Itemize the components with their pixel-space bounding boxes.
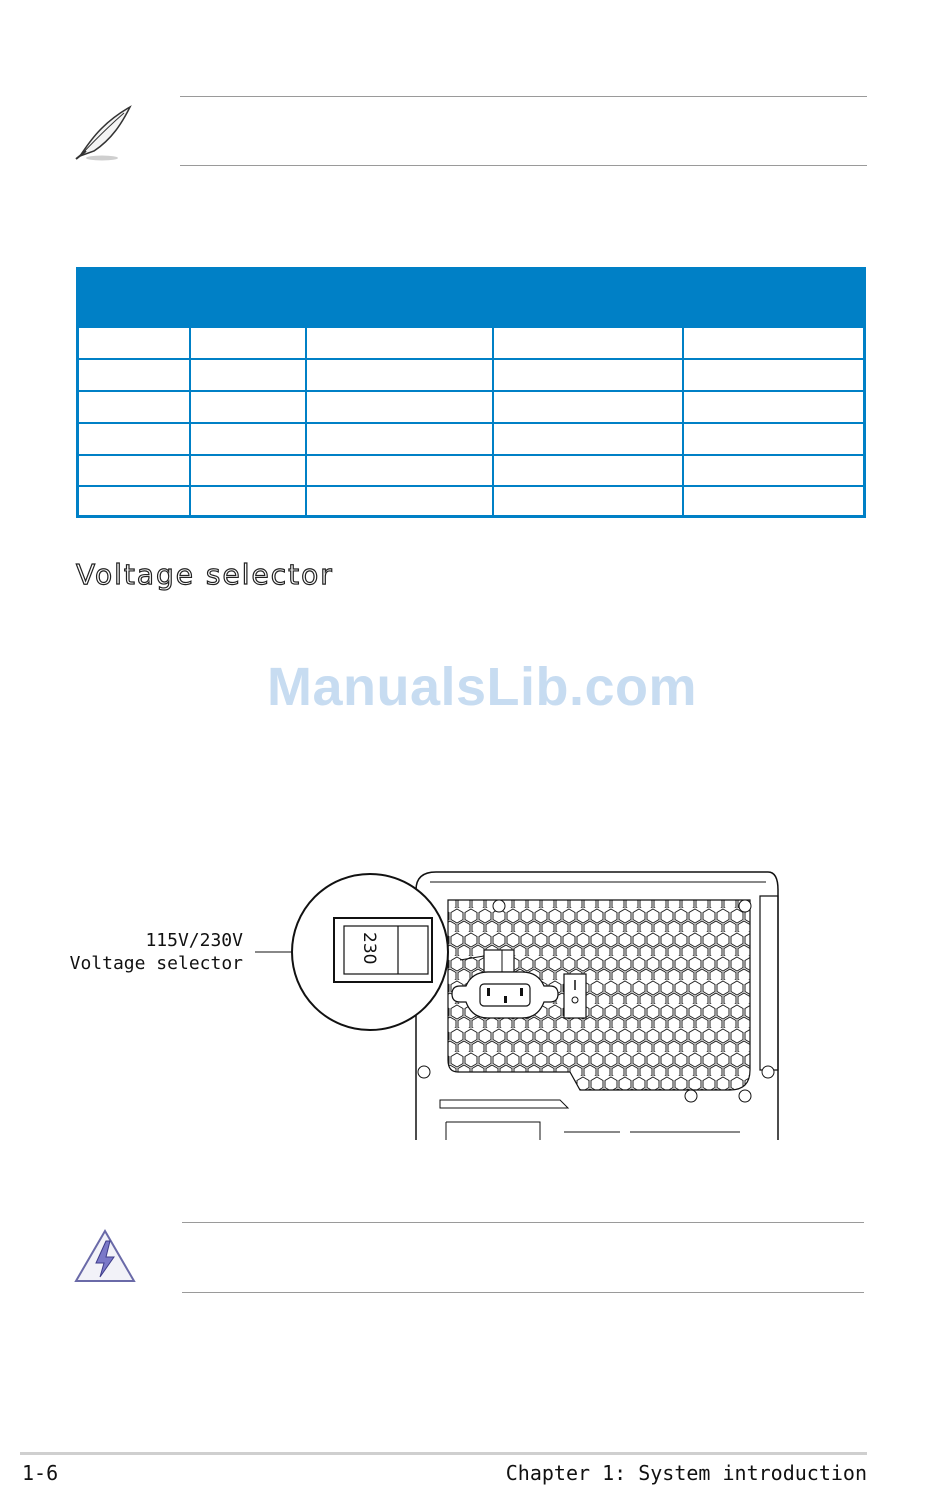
warning-lightning-icon	[72, 1227, 138, 1287]
table-row-divider	[79, 358, 863, 360]
note-bottom-rule	[180, 165, 867, 166]
warning-top-rule	[182, 1222, 864, 1223]
warning-bottom-rule	[182, 1292, 864, 1293]
table-header	[79, 270, 863, 328]
chapter-title: Chapter 1: System introduction	[505, 1461, 867, 1485]
note-feather-icon	[72, 101, 142, 163]
voltage-selector-callout	[70, 929, 243, 975]
table-row-divider	[79, 422, 863, 424]
table-row-divider	[79, 454, 863, 456]
power-supply-illustration	[240, 860, 800, 1145]
specification-table	[76, 267, 866, 518]
watermark: ManualsLib.com	[266, 657, 698, 717]
footer-rule	[20, 1452, 867, 1455]
callout-line-2: Voltage selector	[69, 953, 243, 974]
table-row-divider	[79, 485, 863, 487]
note-top-rule	[180, 96, 867, 97]
callout-line-1: 115V/230V	[145, 930, 243, 951]
table-column-divider	[305, 328, 307, 515]
table-row-divider	[79, 390, 863, 392]
switch-label: 230	[359, 932, 379, 965]
table-column-divider	[189, 328, 191, 515]
section-heading: Voltage selector	[76, 558, 334, 591]
table-column-divider	[682, 328, 684, 515]
table-column-divider	[492, 328, 494, 515]
page-number: 1-6	[22, 1461, 59, 1485]
